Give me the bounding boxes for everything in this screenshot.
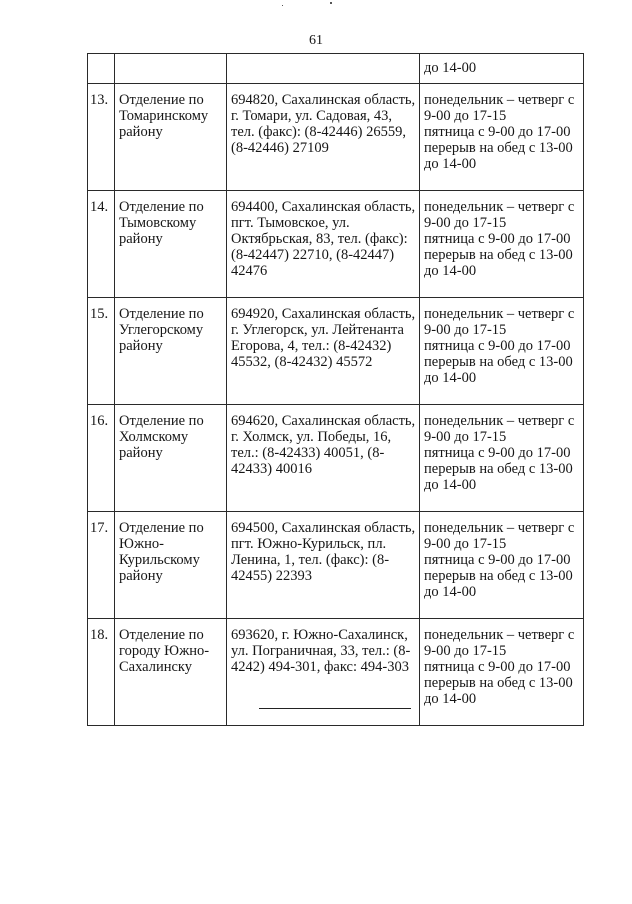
office-name-cell: Отделение по Холмскому району bbox=[115, 405, 227, 512]
end-of-table-rule bbox=[259, 708, 411, 709]
hours-line: перерыв на обед с 13-00 до 14-00 bbox=[424, 568, 573, 600]
hours-line: пятница с 9-00 до 17-00 bbox=[424, 659, 571, 675]
office-address-cell: 694400, Сахалинская область, пгт. Тымовское, ул. Октябрьская, 83, тел. (факс): (8-42447) 22710, (8-42447) 42476 bbox=[227, 191, 420, 298]
office-hours-cell bbox=[420, 191, 584, 298]
row-number-cell: 15. bbox=[88, 298, 115, 405]
office-name-cell: Отделение по Углегорскому району bbox=[115, 298, 227, 405]
hours-line: понедельник – четверг с 9-00 до 17-15 bbox=[424, 413, 575, 445]
row-number-cell: 17. bbox=[88, 512, 115, 619]
office-row bbox=[88, 512, 584, 619]
office-address-cell: 694920, Сахалинская область, г. Углегорск, ул. Лейтенанта Егорова, 4, тел.: (8-42432) 45532, (8-42432) 45572 bbox=[227, 298, 420, 405]
hours-line: понедельник – четверг с 9-00 до 17-15 bbox=[424, 627, 575, 659]
hours-line: понедельник – четверг с 9-00 до 17-15 bbox=[424, 306, 575, 338]
hours-line: понедельник – четверг с 9-00 до 17-15 bbox=[424, 92, 575, 124]
hours-line: пятница с 9-00 до 17-00 bbox=[424, 124, 571, 140]
row-number-cell: 16. bbox=[88, 405, 115, 512]
office-name-cell: Отделение по Тымовскому району bbox=[115, 191, 227, 298]
office-hours-cell bbox=[420, 512, 584, 619]
row-number-cell bbox=[88, 54, 115, 84]
row-number-cell: 18. bbox=[88, 619, 115, 726]
office-address-cell bbox=[227, 54, 420, 84]
scan-speck bbox=[330, 2, 332, 4]
office-address-cell: 694620, Сахалинская область, г. Холмск, ул. Победы, 16, тел.: (8-42433) 40051, (8-42433) 40016 bbox=[227, 405, 420, 512]
office-hours-cell bbox=[420, 84, 584, 191]
page-number: 61 bbox=[309, 33, 323, 48]
office-row bbox=[88, 191, 584, 298]
hours-line: пятница с 9-00 до 17-00 bbox=[424, 445, 571, 461]
continuation-row bbox=[88, 54, 584, 84]
office-hours-cell bbox=[420, 405, 584, 512]
offices-table-body bbox=[88, 54, 584, 726]
row-number-cell: 13. bbox=[88, 84, 115, 191]
hours-line: понедельник – четверг с 9-00 до 17-15 bbox=[424, 520, 575, 552]
office-row bbox=[88, 405, 584, 512]
hours-line: перерыв на обед с 13-00 до 14-00 bbox=[424, 247, 573, 279]
office-hours-cell bbox=[420, 298, 584, 405]
hours-line: пятница с 9-00 до 17-00 bbox=[424, 338, 571, 354]
hours-line: перерыв на обед с 13-00 до 14-00 bbox=[424, 140, 573, 172]
office-hours-cell bbox=[420, 54, 584, 84]
office-row bbox=[88, 619, 584, 726]
hours-line: перерыв на обед с 13-00 до 14-00 bbox=[424, 354, 573, 386]
office-name-cell bbox=[115, 54, 227, 84]
offices-table bbox=[87, 53, 584, 726]
hours-line: понедельник – четверг с 9-00 до 17-15 bbox=[424, 199, 575, 231]
office-row bbox=[88, 298, 584, 405]
hours-line: пятница с 9-00 до 17-00 bbox=[424, 231, 571, 247]
office-row bbox=[88, 84, 584, 191]
office-address-cell: 693620, г. Южно-Сахалинск, ул. Пограничная, 33, тел.: (8-4242) 494-301, факс: 494-303 bbox=[227, 619, 420, 726]
hours-line: до 14-00 bbox=[424, 60, 477, 76]
row-number-cell: 14. bbox=[88, 191, 115, 298]
office-name-cell: Отделение по Южно-Курильскому району bbox=[115, 512, 227, 619]
office-address-cell: 694820, Сахалинская область, г. Томари, ул. Садовая, 43, тел. (факс): (8-42446) 26559, (8-42446) 27109 bbox=[227, 84, 420, 191]
office-hours-cell bbox=[420, 619, 584, 726]
hours-line: перерыв на обед с 13-00 до 14-00 bbox=[424, 461, 573, 493]
hours-line: пятница с 9-00 до 17-00 bbox=[424, 552, 571, 568]
office-address-cell: 694500, Сахалинская область, пгт. Южно-Курильск, пл. Ленина, 1, тел. (факс): (8-42455) 22393 bbox=[227, 512, 420, 619]
scan-speck bbox=[282, 5, 283, 6]
office-name-cell: Отделение по городу Южно-Сахалинску bbox=[115, 619, 227, 726]
hours-line: перерыв на обед с 13-00 до 14-00 bbox=[424, 675, 573, 707]
office-name-cell: Отделение по Томаринскому району bbox=[115, 84, 227, 191]
